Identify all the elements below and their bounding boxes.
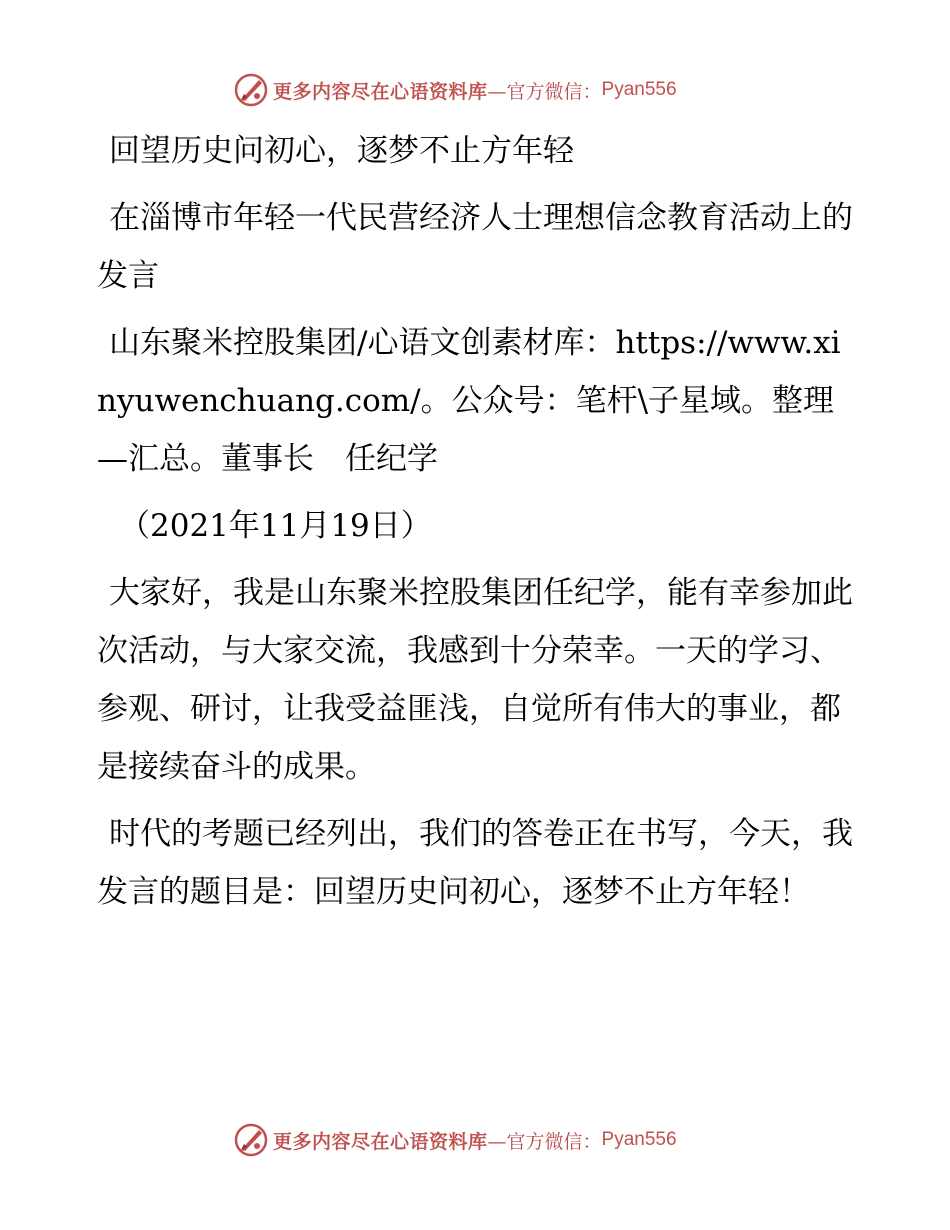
banner-main-text: 更多内容尽在心语资料库 (273, 1130, 488, 1153)
quill-logo-icon (233, 72, 269, 108)
banner-main-text: 更多内容尽在心语资料库 (273, 80, 488, 103)
document-subtitle: 在淄博市年轻一代民营经济人士理想信念教育活动上的发言 (97, 200, 853, 294)
document-body (97, 122, 857, 930)
body-paragraph: 时代的考题已经列出，我们的答卷正在书写，今天，我发言的题目是：回望历史问初心，逐梦不止方年轻！ (97, 816, 853, 910)
body-paragraph: 大家好，我是山东聚米控股集团任纪学，能有幸参加此次活动，与大家交流，我感到十分荣幸。一天的学习、参观、研讨，让我受益匪浅，自觉所有伟大的事业，都是接续奋斗的成果。 (97, 575, 853, 785)
banner-sub-text: —官方微信： (487, 1130, 602, 1153)
quill-logo-icon (233, 1122, 269, 1158)
banner-wechat-id: Pyan556 (601, 79, 677, 100)
document-title: 回望历史问初心，逐梦不止方年轻 (109, 133, 574, 169)
footer-banner (233, 1121, 677, 1159)
document-date: （2021年11月19日） (119, 508, 432, 544)
banner-sub-text: —官方微信： (487, 80, 602, 103)
banner-wechat-id: Pyan556 (601, 1129, 677, 1150)
header-banner (233, 71, 677, 109)
author-line: 山东聚米控股集团/心语文创素材库：https://www.xinyuwenchuang.com/。公众号：笔杆\子星域。整理—汇总。董事长 任纪学 (97, 325, 841, 477)
